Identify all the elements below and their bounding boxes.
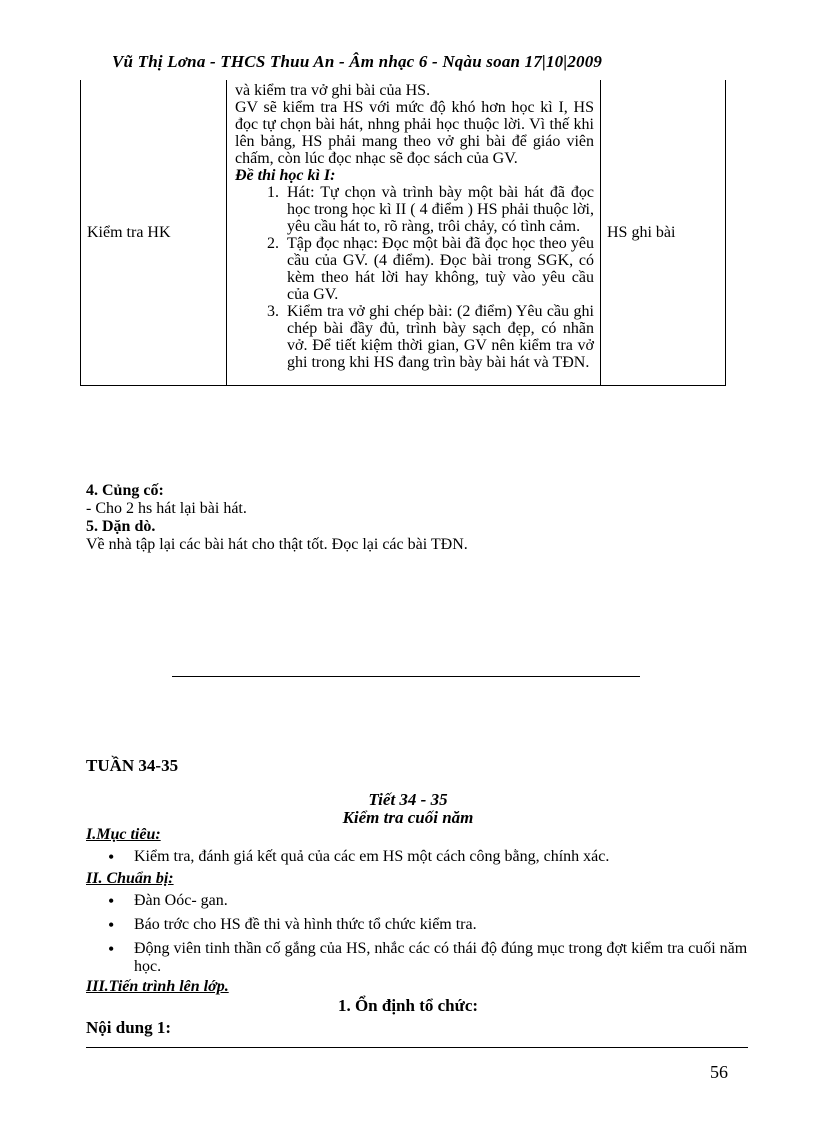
paragraph: và kiểm tra vở ghi bài của HS. xyxy=(235,82,431,99)
teacher-activity-cell xyxy=(227,80,601,386)
activity-cell: Kiểm tra HK xyxy=(81,80,227,386)
organization-heading: 1. Ổn định tổ chức: xyxy=(337,996,479,1015)
objectives-heading: I.Mục tiêu: xyxy=(86,826,161,843)
list-item: 1. Hát: Tự chọn và trình bày một bài hát đã đọc học trong học kì II ( 4 điểm ) HS phải thuộc lời, yêu cầu hát to, rõ ràng, trôi chảy, có tình cảm. xyxy=(283,184,594,235)
objectives-list xyxy=(86,848,774,872)
preparation-heading: II. Chuẩn bị: xyxy=(86,870,174,887)
preparation-list xyxy=(86,892,774,982)
content-heading: Nội dung 1: xyxy=(86,1018,172,1037)
lesson-title: Kiểm tra cuối năm xyxy=(342,808,474,827)
section-5-title: 5. Dặn dò. xyxy=(86,518,156,535)
paragraph: GV sẽ kiểm tra HS với mức độ khó hơn học kì I, HS đọc tự chọn bài hát, nhng phải học thuộc lời. Vì thế khi lên bảng, HS phải mang theo vở ghi bài để giáo viên chấm, còn lúc đọc nhạc sẽ đọc sách của GV. xyxy=(235,99,594,167)
exam-items xyxy=(235,184,594,371)
procedure-heading: III.Tiến trình lên lớp. xyxy=(86,978,229,995)
list-item: • Đàn Oóc- gan. xyxy=(134,892,774,910)
exam-title: Đề thi học kì I: xyxy=(235,167,336,184)
table-row xyxy=(81,80,726,386)
week-heading: TUẦN 34-35 xyxy=(86,756,179,775)
list-item: • Kiểm tra, đánh giá kết quả của các em HS một cách công bằng, chính xác. xyxy=(134,848,774,866)
section-4-title: 4. Củng cố: xyxy=(86,482,164,499)
lesson-table xyxy=(80,80,726,386)
page-number: 56 xyxy=(710,1062,728,1082)
student-activity-cell: HS ghi bài xyxy=(601,80,726,386)
section-4-text: - Cho 2 hs hát lại bài hát. xyxy=(86,500,247,517)
list-item: 3. Kiểm tra vở ghi chép bài: (2 điểm) Yêu cầu ghi chép bài đầy đủ, trình bày sạch đẹp, có nhãn vở. Để tiết kiệm thời gian, GV nên kiểm tra vở ghi trong khi HS đang trìn bày bài hát và TĐN. xyxy=(283,303,594,371)
page-header: Vũ Thị Lơna - THCS Thuu An - Âm nhạc 6 - Nqàu soan 17|10|2009 xyxy=(112,52,603,71)
list-item: • Báo trớc cho HS đề thi và hình thức tổ chức kiểm tra. xyxy=(134,916,774,934)
divider xyxy=(172,676,640,677)
list-item: 2. Tập đọc nhạc: Đọc một bài đã đọc học theo yêu cầu của GV. (4 điểm). Đọc bài trong SGK, có kèm theo hát lời hay không, tuỳ vào yêu cầu của GV. xyxy=(283,235,594,303)
footer-rule xyxy=(86,1047,748,1048)
lesson-number: Tiết 34 - 35 xyxy=(368,790,448,809)
list-item: • Động viên tinh thần cố gắng của HS, nhắc các có thái độ đúng mục trong đợt kiểm tra cuối năm học. xyxy=(134,940,774,976)
section-5-text: Về nhà tập lại các bài hát cho thật tốt. Đọc lại các bài TĐN. xyxy=(86,536,468,553)
